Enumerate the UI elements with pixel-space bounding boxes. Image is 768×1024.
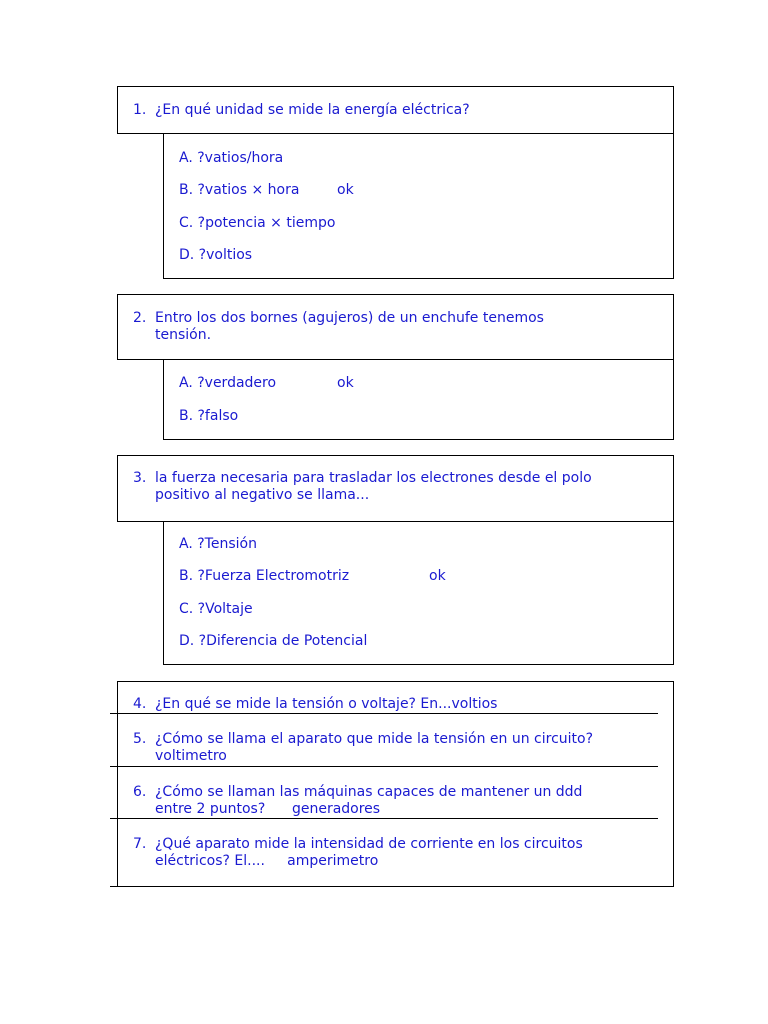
option-3a	[179, 536, 257, 553]
option-3c	[179, 601, 253, 618]
question-2-number: 2.	[133, 310, 147, 326]
option-1d-text: D. ?voltios	[179, 247, 253, 263]
question-5-number: 5.	[133, 731, 147, 747]
option-3a-text: A. ?Tensión	[179, 536, 257, 552]
divider-2	[110, 766, 658, 767]
option-1a	[179, 150, 283, 167]
option-3d	[179, 633, 367, 650]
question-7-line-2: eléctricos? El.... amperimetro	[155, 853, 379, 869]
option-1b-ok-mark: ok	[337, 182, 354, 198]
option-3b	[179, 568, 446, 585]
option-3b-ok-mark: ok	[429, 568, 446, 584]
option-3c-text: C. ?Voltaje	[179, 601, 253, 617]
question-7-line-1: ¿Qué aparato mide la intensidad de corriente en los circuitos	[155, 836, 583, 852]
question-3-line-2: positivo al negativo se llama...	[155, 487, 370, 503]
option-2b	[179, 408, 238, 425]
question-1-text: ¿En qué unidad se mide la energía eléctrica?	[155, 102, 470, 118]
question-6-line-2: entre 2 puntos? generadores	[155, 801, 381, 817]
option-2a-ok-mark: ok	[337, 375, 354, 391]
divider-4	[110, 886, 118, 887]
option-1d	[179, 247, 252, 264]
divider-1	[110, 713, 658, 714]
question-7-number: 7.	[133, 836, 147, 852]
question-2-options-box	[163, 359, 674, 440]
question-6-line-1: ¿Cómo se llaman las máquinas capaces de mantener un ddd	[155, 784, 583, 800]
option-1c-text: C. ?potencia × tiempo	[179, 215, 336, 231]
question-2-line-1: Entro los dos bornes (agujeros) de un enchufe tenemos	[155, 310, 544, 326]
option-3d-text: D. ?Diferencia de Potencial	[179, 633, 368, 649]
question-3-number: 3.	[133, 470, 147, 486]
question-6-number: 6.	[133, 784, 147, 800]
option-1c	[179, 215, 335, 232]
divider-3	[110, 818, 658, 819]
question-2-line-2: tensión.	[155, 327, 212, 343]
question-4-text: ¿En qué se mide la tensión o voltaje? En...voltios	[155, 696, 498, 712]
option-1b	[179, 182, 354, 199]
question-3-line-1: la fuerza necesaria para trasladar los electrones desde el polo	[155, 470, 592, 486]
option-2b-text: B. ?falso	[179, 408, 239, 424]
question-1-number: 1.	[133, 102, 147, 118]
question-5-line-2: voltimetro	[155, 748, 227, 764]
option-2a	[179, 375, 354, 392]
option-1b-text: B. ?vatios × hora	[179, 182, 300, 198]
option-3b-text: B. ?Fuerza Electromotriz	[179, 568, 350, 584]
option-1a-text: A. ?vatios/hora	[179, 150, 284, 166]
option-2a-text: A. ?verdadero	[179, 375, 277, 391]
question-4-number: 4.	[133, 696, 147, 712]
question-5-line-1: ¿Cómo se llama el aparato que mide la tensión en un circuito?	[155, 731, 594, 747]
